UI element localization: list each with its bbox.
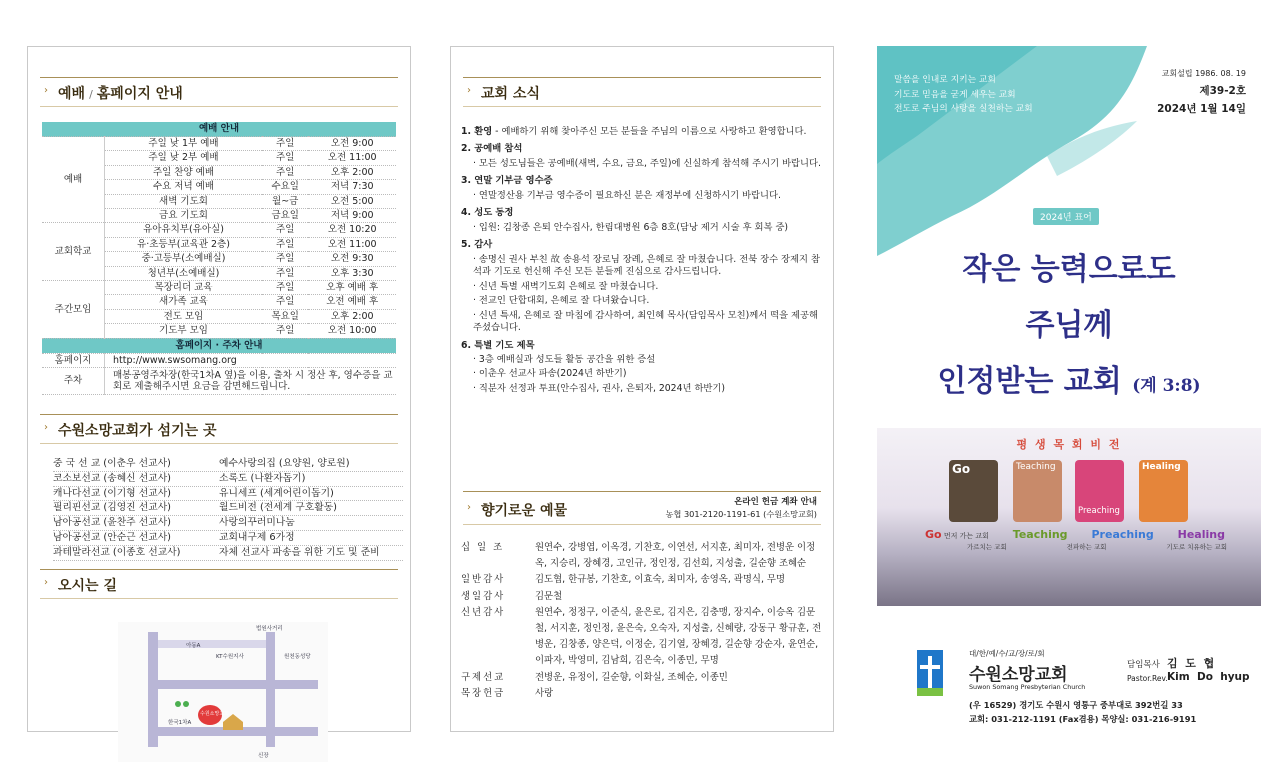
title-text: 예배	[58, 86, 86, 102]
table-row	[42, 338, 396, 353]
slogan-line: 주님께	[1025, 308, 1113, 343]
panel-news	[450, 46, 834, 732]
mission-list	[53, 457, 403, 561]
online-offering-account: 농협 301-2120-1191-61 (수원소망교회)	[665, 509, 817, 519]
vision-caption-kr: 기도로 치유하는 교회	[1166, 543, 1227, 551]
offering-row	[461, 605, 826, 670]
table-header: 예배 안내	[42, 122, 396, 137]
news-item: · 모든 성도님들은 공예배(새벽, 수요, 금요, 주일)에 신실하게 참석해 주시기 바랍니다.	[473, 157, 821, 169]
cell-day: 수요일	[262, 180, 308, 194]
pastor-name: 김 도 협	[1167, 657, 1215, 670]
mission-row	[53, 472, 403, 487]
mission-domestic: 유니세프 (세계어린이돕기)	[219, 487, 334, 499]
offering-category: 신년감사	[461, 606, 506, 618]
panel-worship-info	[27, 46, 411, 759]
vision-caption-en: Go	[925, 528, 942, 541]
title-text: 교회 소식	[481, 86, 540, 102]
arrow-icon: ›	[44, 577, 48, 588]
mission-row	[53, 457, 403, 472]
section-title-news	[463, 77, 821, 107]
cell-day: 금요일	[262, 209, 308, 223]
cell-time: 오전 11:00	[308, 151, 396, 165]
vision-card-teaching	[1013, 460, 1062, 522]
homepage-row	[42, 353, 396, 367]
cell-day: 월~금	[262, 194, 308, 208]
title-text-rest: 홈페이지 안내	[96, 86, 183, 102]
mission-domestic: 예수사랑의집 (요양원, 양로원)	[219, 458, 350, 469]
cell-name: 새가족 교육	[105, 295, 263, 309]
vision-title: 평 생 목 회 비 전	[1016, 438, 1122, 451]
panel-cover	[877, 46, 1261, 732]
cell-time: 오전 11:00	[308, 237, 396, 251]
table-row	[42, 281, 396, 295]
news-heading	[461, 123, 823, 140]
offering-row	[461, 589, 826, 605]
vision-card-label: Go	[952, 462, 971, 476]
cell-time: 저녁 7:30	[308, 180, 396, 194]
mission-domestic: 자체 선교사 파송을 위한 기도 및 준비	[219, 546, 380, 558]
cell-day: 주일	[262, 165, 308, 179]
news-item: · 전교인 단합대회, 은혜로 잘 다녀왔습니다.	[473, 295, 650, 307]
church-phone: 교회: 031-212-1191 (Fax겸용) 목양실: 031-216-9191	[969, 714, 1197, 724]
denomination: 대/한/예/수/교/장/로/회	[969, 649, 1045, 658]
news-heading-detail: - 예배하기 위해 찾아주신 모든 분들을 주님의 이름으로 사랑하고 환영합니다.	[492, 126, 807, 137]
arrow-icon: ›	[44, 422, 48, 433]
mission-row	[53, 546, 403, 561]
mission-row	[53, 487, 403, 502]
slogan-line: 인정받는 교회	[937, 364, 1122, 399]
news-heading	[461, 140, 823, 157]
map-label: 한국1차A	[168, 720, 192, 726]
cell-day: 주일	[262, 151, 308, 165]
cell-name: 기도부 모임	[105, 324, 263, 338]
arrow-icon: ›	[467, 85, 471, 96]
mission-overseas: 과테말라선교 (이종호 선교사)	[53, 546, 181, 558]
row-label: 주차	[42, 368, 105, 395]
cell-name: 유·초등부(교육관 2층)	[105, 237, 263, 251]
news-item: · 3층 예배실과 성도들 활동 공간을 위한 증설	[473, 353, 656, 365]
church-motto	[894, 73, 1033, 117]
offering-category: 구제선교	[461, 671, 506, 683]
vision-caption-en: Preaching	[1091, 528, 1154, 541]
table-row	[42, 223, 396, 237]
news-heading	[461, 236, 823, 253]
offering-names: 원연수, 강병엽, 이옥경, 기찬호, 이연선, 서지훈, 최미자, 전병운 이정옥, 지승리, 장혜경, 고인규, 정인정, 김선희, 지성출, 길순향 조혜순	[535, 542, 816, 570]
vision-caption-kr-row	[967, 542, 1227, 551]
title-text: 오시는 길	[58, 578, 117, 594]
cell-time: 오전 9:30	[308, 252, 396, 266]
motto-line: 전도로 주님의 사랑을 실천하는 교회	[894, 104, 1033, 114]
news-heading	[461, 337, 823, 354]
offering-category: 생일감사	[461, 590, 506, 602]
news-item: · 신년 특새, 은혜로 잘 마침에 감사하여, 최인혜 목사(담임목사 모친)께서 떡을 제공해 주셨습니다.	[473, 309, 818, 334]
mission-row	[53, 531, 403, 546]
vision-card-healing	[1139, 460, 1188, 522]
news-heading-text: 3. 연말 기부금 영수증	[461, 175, 553, 187]
vision-card-label: Healing	[1142, 462, 1181, 472]
mission-overseas: 캐나다선교 (이기형 선교사)	[53, 487, 171, 499]
cell-day: 주일	[262, 237, 308, 251]
row-group-label: 주간모임	[42, 281, 105, 339]
mission-overseas: 중 국 선 교 (이춘우 선교사)	[53, 458, 171, 469]
cell-time: 오전 10:00	[308, 324, 396, 338]
map-label: 법원사거리	[256, 626, 283, 632]
mission-domestic: 소록도 (나환자돕기)	[219, 472, 306, 484]
church-name: 수원소망교회	[969, 665, 1068, 685]
motto-line: 말씀을 인내로 지키는 교회	[894, 75, 996, 85]
cell-day: 주일	[262, 252, 308, 266]
mission-domestic: 교회내구제 6가정	[219, 531, 295, 543]
cell-name: 새벽 기도회	[105, 194, 263, 208]
vision-card-label: Preaching	[1078, 506, 1120, 516]
news-item: · 연말정산용 기부금 영수증이 필요하신 분은 재정부에 신청하시기 바랍니다.	[473, 189, 781, 201]
cell-time: 오전 9:00	[308, 137, 396, 151]
offering-names: 사랑	[535, 687, 554, 699]
arrow-icon: ›	[467, 502, 471, 513]
offering-list	[461, 540, 826, 702]
section-title-mission	[40, 414, 398, 444]
row-label: 홈페이지	[42, 353, 105, 367]
offering-category: 십 일 조	[461, 542, 505, 553]
founded-date: 교회설립 1986. 08. 19	[1161, 69, 1246, 78]
table-row	[42, 137, 396, 151]
map-label: KT수원지사	[216, 654, 244, 660]
vision-card-go	[949, 460, 998, 522]
offering-row	[461, 540, 826, 572]
cell-time: 오후 2:00	[308, 309, 396, 323]
news-heading-text: 2. 공예배 참석	[461, 143, 523, 155]
vision-caption-kr: 전파하는 교회	[1066, 543, 1107, 551]
church-logo-icon	[917, 650, 943, 696]
news-heading-text: 5. 감사	[461, 239, 493, 251]
cell-day: 주일	[262, 324, 308, 338]
issue-info	[1157, 68, 1246, 116]
news-heading	[461, 172, 823, 189]
offering-names: 원연수, 정정구, 이준식, 윤은로, 김지은, 김충맹, 장지수, 이승옥 김문철, 서지훈, 정인정, 윤은숙, 오숙자, 지성출, 신혜량, 강동구 황규훈, 전병운, 김창종, 양은덕, 이정순, 김기열, 장혜경, 길순향 강순자, 윤연순, 이파자, 박영미, 김남희, 김은숙, 이종민, 무명	[535, 606, 822, 667]
cell-day: 주일	[262, 295, 308, 309]
cell-name: 주일 낮 2부 예배	[105, 151, 263, 165]
cell-day: 주일	[262, 223, 308, 237]
vision-caption-kr: 먼저 가는 교회	[943, 532, 989, 540]
cell-time: 오후 3:30	[308, 266, 396, 280]
offering-names: 전병운, 유정이, 길순향, 이화실, 조혜순, 이종민	[535, 671, 728, 683]
row-group-label: 교회학교	[42, 223, 105, 281]
row-group-label: 예배	[42, 137, 105, 223]
online-offering-title: 온라인 헌금 계좌 안내	[734, 497, 817, 507]
church-name-en: Suwon Somang Presbyterian Church	[969, 683, 1086, 691]
cell-time: 오후 예배 후	[308, 281, 396, 295]
cell-name: 청년부(소예배실)	[105, 266, 263, 280]
map-label: 아동A	[186, 643, 201, 649]
news-item: · 송명신 권사 부친 故 송용석 장로님 장례, 은혜로 잘 마쳤습니다. 전북 장수 장제지 참석과 기도로 헌신해 주신 모든 분들께 진심으로 감사드립니다.	[473, 253, 820, 278]
issue-number: 제39-2호	[1199, 85, 1246, 97]
offering-row	[461, 670, 826, 686]
slogan-reference: (계 3:8)	[1132, 376, 1201, 396]
news-list	[461, 123, 823, 397]
offering-row	[461, 686, 826, 702]
cell-name: 수요 저녁 예배	[105, 180, 263, 194]
vision-card-preaching	[1075, 460, 1124, 522]
row-value: 매봉공영주차장(한국1차A 옆)을 이용, 출차 시 정산 후, 영수증을 교회로 제출해주시면 요금을 감면해드립니다.	[105, 368, 397, 395]
section-title-offering	[463, 491, 821, 525]
cell-day: 주일	[262, 266, 308, 280]
section-title-map	[40, 569, 398, 599]
cell-time: 오전 예배 후	[308, 295, 396, 309]
cell-day: 주일	[262, 281, 308, 295]
year-slogan-badge: 2024년 표어	[1033, 208, 1099, 225]
motto-line: 기도로 믿음을 굳게 세우는 교회	[894, 89, 1016, 100]
section-title-worship	[40, 77, 398, 107]
news-item: · 신년 특별 새벽기도회 은혜로 잘 마쳤습니다.	[473, 280, 659, 292]
offering-category: 목장헌금	[461, 687, 506, 699]
news-heading-text: 1. 환영	[461, 126, 493, 137]
news-item: · 입원: 김창종 은퇴 안수집사, 한림대병원 6층 8호(담낭 제거 시술 후 회복 중)	[473, 221, 789, 233]
table-header: 홈페이지 · 주차 안내	[42, 338, 396, 353]
cell-name: 금요 기도회	[105, 209, 263, 223]
cell-time: 저녁 9:00	[308, 209, 396, 223]
cell-time: 오전 10:20	[308, 223, 396, 237]
cell-name: 주일 찬양 예배	[105, 165, 263, 179]
mission-overseas: 필리핀선교 (김영진 선교사)	[53, 502, 171, 514]
title-slash: /	[89, 88, 93, 101]
offering-names: 김도협, 한규봉, 기찬호, 이효숙, 최미자, 송영옥, 곽명식, 무명	[535, 574, 786, 586]
map-label: 원천동성당	[284, 654, 311, 660]
directions-map	[118, 622, 328, 762]
title-text: 향기로운 예물	[481, 503, 568, 519]
mission-overseas: 남아공선교 (윤찬주 선교사)	[53, 517, 171, 529]
vision-photo-area	[877, 428, 1261, 606]
cell-name: 목장리더 교육	[105, 281, 263, 295]
cell-name: 유아유치부(유아실)	[105, 223, 263, 237]
pastor-label: 담임목사	[1127, 660, 1160, 670]
offering-category: 일반감사	[461, 574, 506, 586]
news-item: · 직분자 선정과 투표(안수집사, 권사, 은퇴자, 2024년 하반기)	[473, 382, 726, 394]
map-label: 수원소망교회	[200, 711, 229, 717]
row-value[interactable]: http://www.swsomang.org	[105, 353, 397, 367]
mission-row	[53, 501, 403, 516]
year-slogan	[877, 242, 1261, 414]
cell-time: 오전 5:00	[308, 194, 396, 208]
vision-caption-en: Healing	[1177, 528, 1225, 541]
cell-day: 목요일	[262, 309, 308, 323]
worship-table	[42, 122, 396, 395]
cell-name: 주일 낮 1부 예배	[105, 137, 263, 151]
pastor-name-en: Kim Do hyup	[1167, 671, 1250, 683]
cell-name: 중·고등부(소예배실)	[105, 252, 263, 266]
pastor-en-label: Pastor.Rev.	[1127, 674, 1168, 683]
bulletin-date: 2024년 1월 14일	[1157, 103, 1246, 115]
news-heading	[461, 204, 823, 221]
vision-caption-en: Teaching	[1012, 528, 1068, 541]
cell-time: 오후 2:00	[308, 165, 396, 179]
mission-domestic: 월드비전 (전세계 구호활동)	[219, 502, 337, 514]
offering-names: 김문철	[535, 590, 563, 602]
vision-caption-kr: 가르치는 교회	[967, 543, 1007, 551]
mission-overseas: 코소보선교 (송혜신 선교사)	[53, 472, 171, 484]
map-label: 신장	[258, 753, 269, 759]
title-text: 수원소망교회가 섬기는 곳	[58, 423, 217, 439]
news-item: · 이춘우 선교사 파송(2024년 하반기)	[473, 368, 627, 380]
news-heading-text: 6. 특별 기도 제목	[461, 339, 535, 351]
vision-card-label: Teaching	[1016, 462, 1056, 472]
mission-domestic: 사랑의꾸러미나눔	[219, 517, 295, 529]
slogan-line: 작은 능력으로도	[962, 252, 1176, 287]
church-address: (우 16529) 경기도 수원시 영통구 중부대로 392번길 33	[969, 700, 1183, 710]
cell-day: 주일	[262, 137, 308, 151]
mission-row	[53, 516, 403, 531]
mission-overseas: 남아공선교 (안순근 선교사)	[53, 531, 171, 543]
parking-row	[42, 368, 396, 395]
vision-caption-row	[925, 528, 1225, 541]
offering-row	[461, 572, 826, 588]
news-heading-text: 4. 성도 동정	[461, 207, 514, 219]
cell-name: 전도 모임	[105, 309, 263, 323]
arrow-icon: ›	[44, 85, 48, 96]
